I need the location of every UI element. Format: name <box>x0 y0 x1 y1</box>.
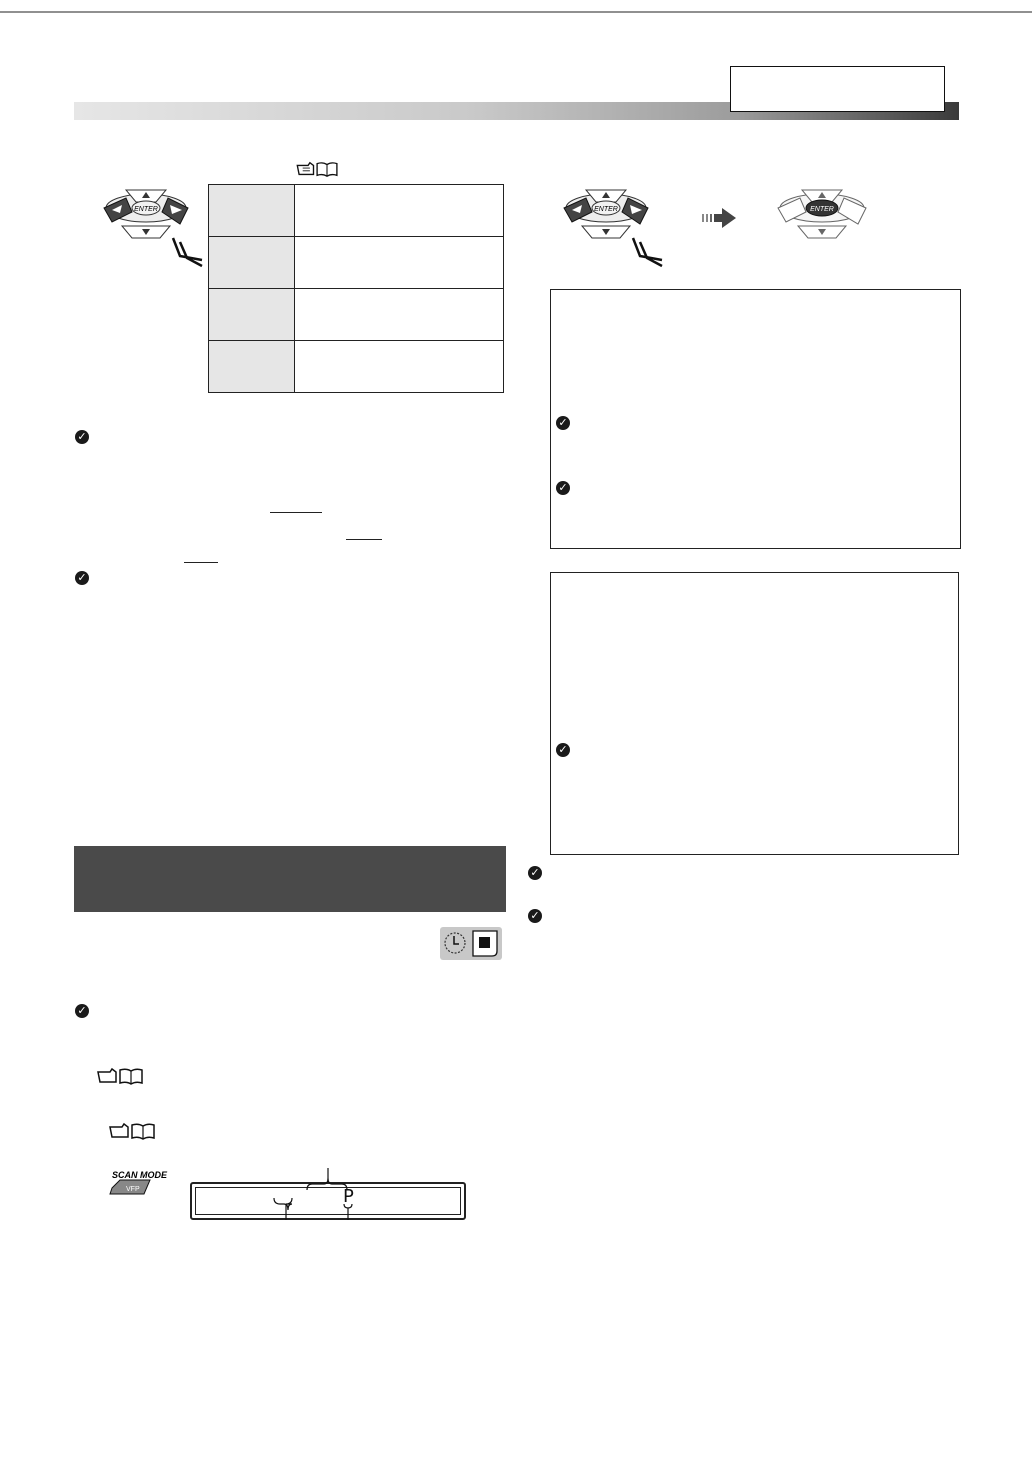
table-row-label <box>209 185 295 237</box>
timer-clock-icon <box>445 933 465 953</box>
check-icon: ✓ <box>75 1004 89 1018</box>
check-icon: ✓ <box>528 866 542 880</box>
check-icon: ✓ <box>528 909 542 923</box>
table-row-text <box>295 341 504 393</box>
table-row <box>209 289 504 341</box>
reference-book-icon <box>96 1066 146 1091</box>
check-icon: ✓ <box>556 416 570 430</box>
svg-text:SCAN MODE: SCAN MODE <box>112 1170 168 1180</box>
check-icon: ✓ <box>556 481 570 495</box>
svg-text:ENTER: ENTER <box>810 206 834 213</box>
table-row <box>209 237 504 289</box>
reference-book-icon <box>295 160 341 183</box>
info-box <box>550 289 961 549</box>
table-row-label <box>209 341 295 393</box>
underline-mark <box>184 562 218 563</box>
scan-mode-button-icon <box>106 1168 170 1205</box>
stop-square-icon <box>473 931 497 956</box>
table-row-label <box>209 237 295 289</box>
table-row-text <box>295 237 504 289</box>
check-icon: ✓ <box>556 743 570 757</box>
section-title-box <box>730 66 945 112</box>
underline-mark <box>346 539 382 540</box>
remote-arrow-pad-icon <box>558 180 668 275</box>
svg-text:VFP: VFP <box>126 1186 140 1193</box>
info-box <box>550 572 959 855</box>
svg-text:ENTER: ENTER <box>594 206 618 213</box>
section-banner <box>74 846 506 912</box>
table-row-text <box>295 289 504 341</box>
mode-badge <box>440 927 502 960</box>
underline-mark <box>270 512 322 513</box>
svg-text:ENTER: ENTER <box>134 206 158 213</box>
table-row-text <box>295 185 504 237</box>
right-arrow-icon <box>702 206 738 235</box>
check-icon: ✓ <box>75 571 89 585</box>
remote-arrow-pad-icon <box>98 180 208 275</box>
table-row <box>209 185 504 237</box>
table-row <box>209 341 504 393</box>
display-callouts <box>270 1168 370 1243</box>
p-indicator: P <box>343 1186 354 1207</box>
top-rule <box>0 0 1032 2</box>
table-row-label <box>209 289 295 341</box>
enter-button-icon <box>770 180 880 249</box>
options-table <box>208 184 504 393</box>
reference-book-icon <box>108 1121 158 1146</box>
check-icon: ✓ <box>75 430 89 444</box>
